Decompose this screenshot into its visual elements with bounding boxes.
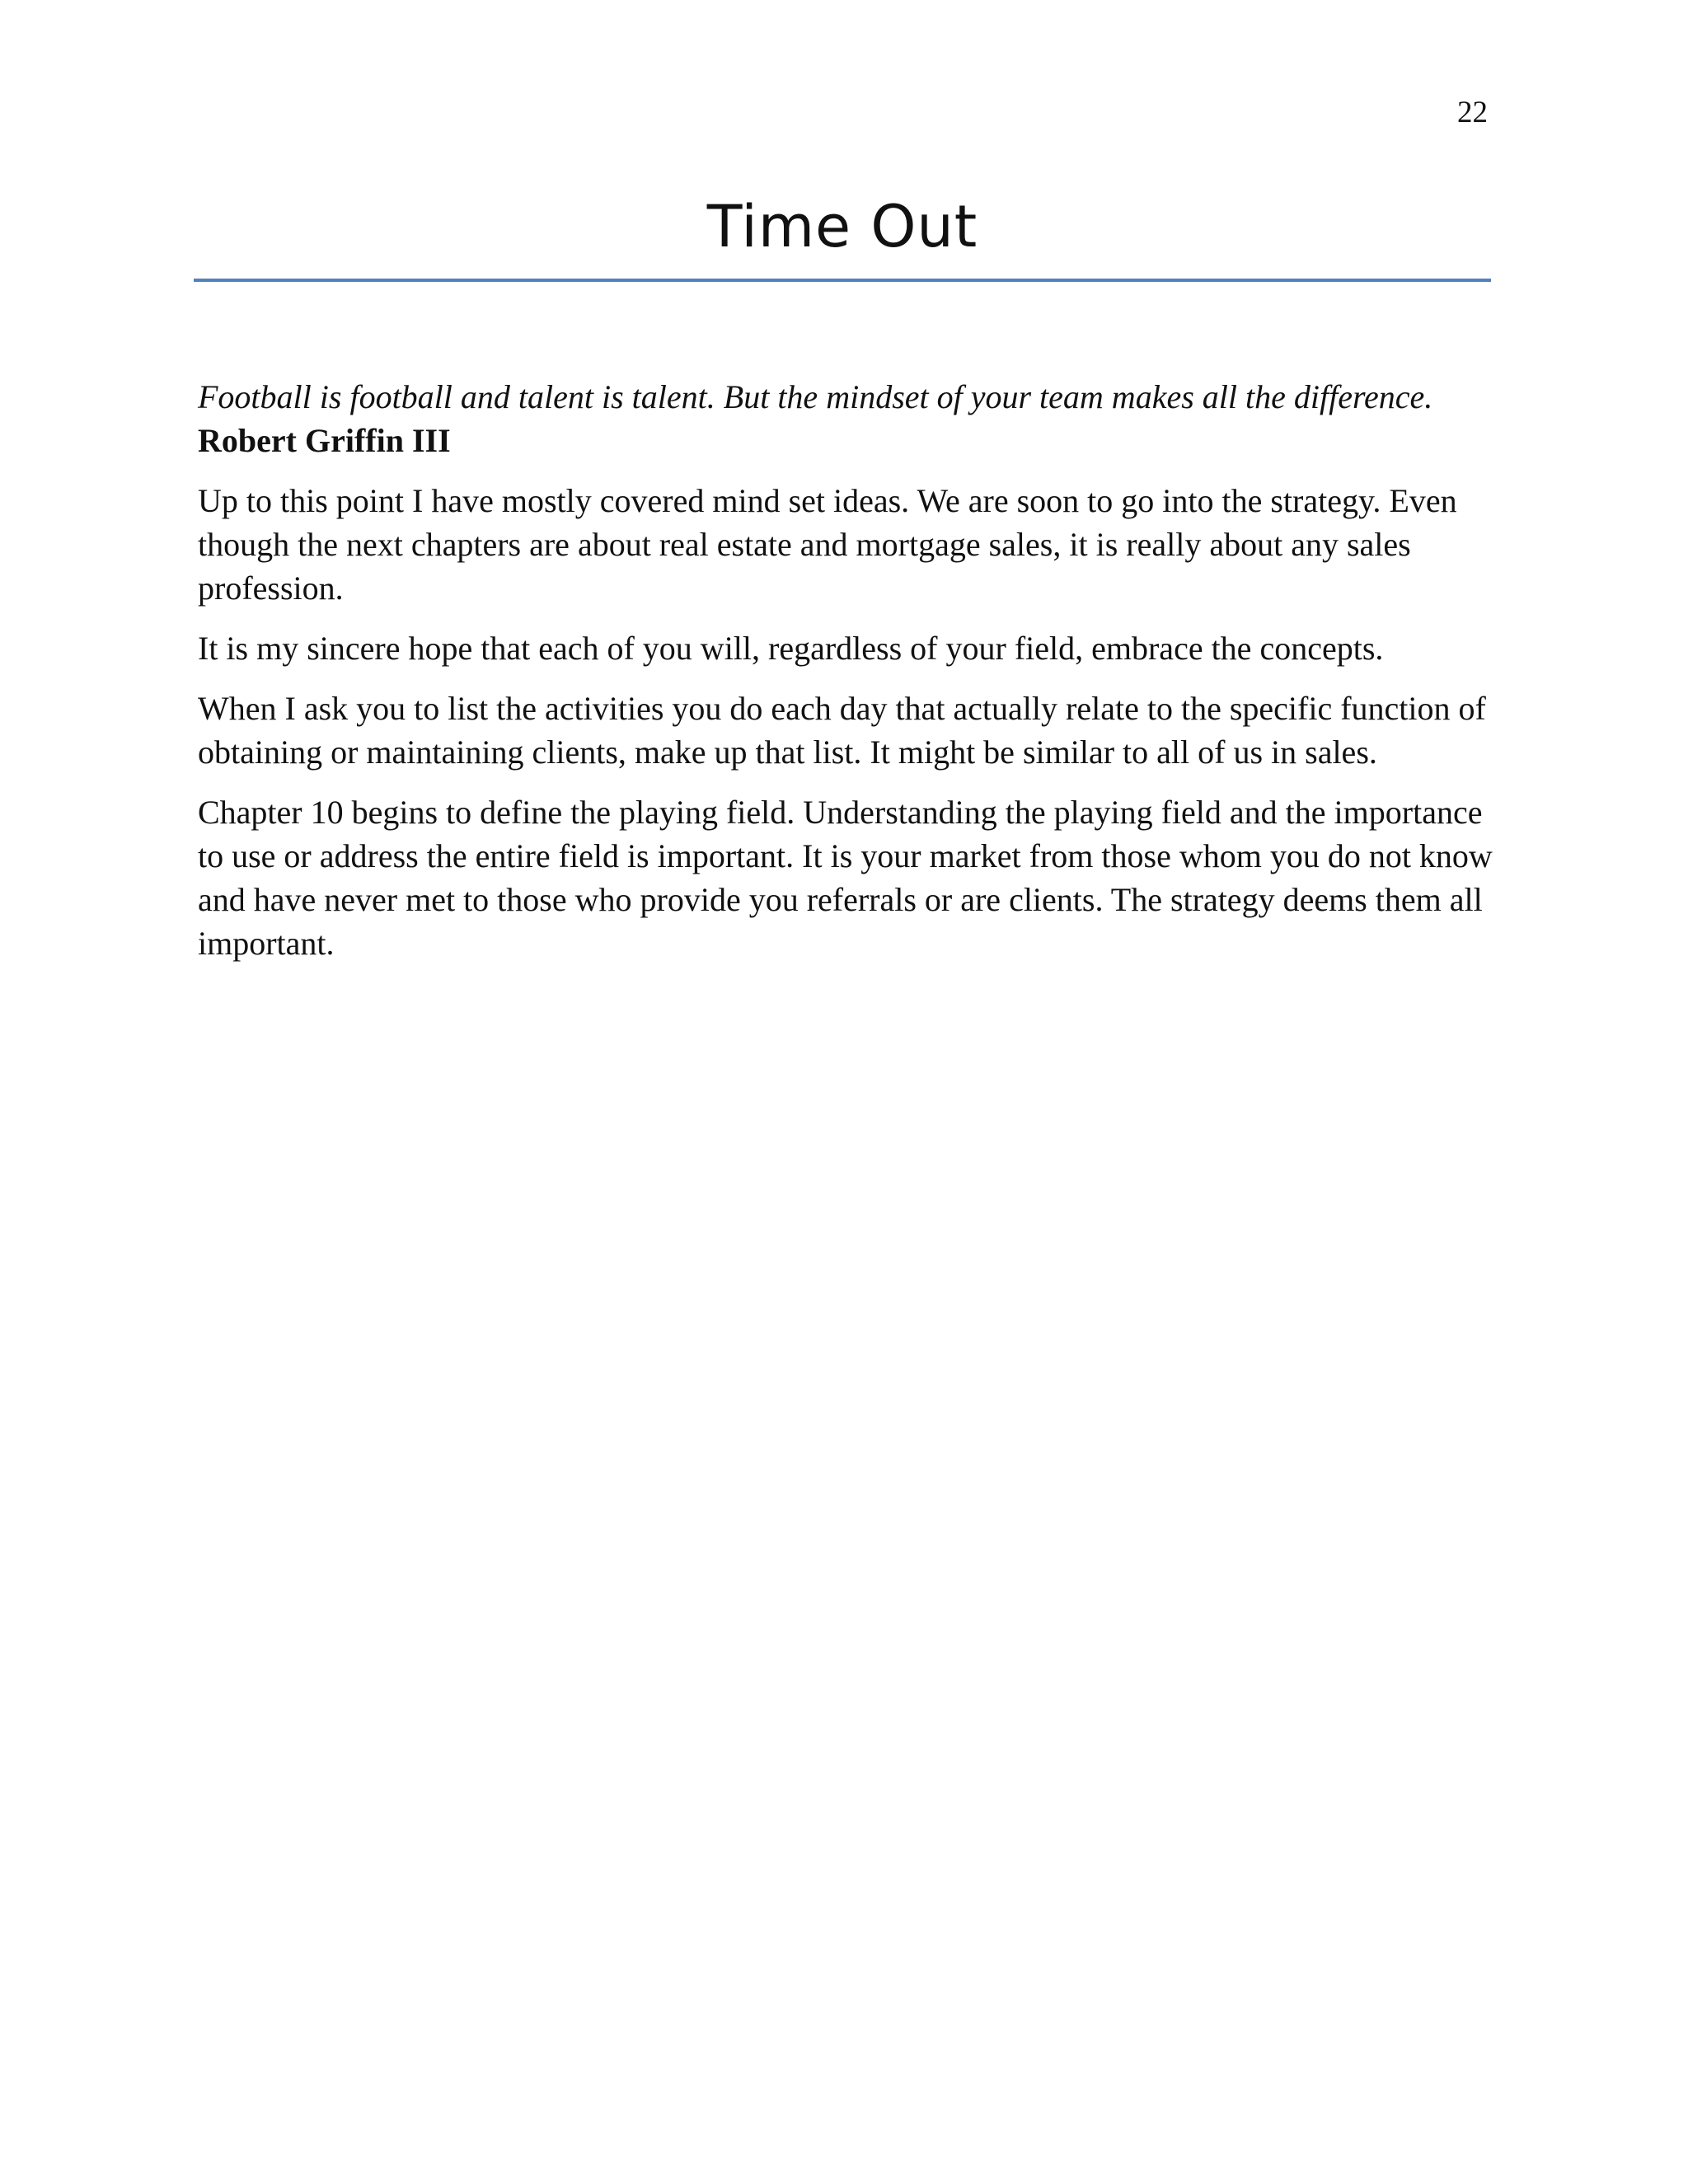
page-number: 22 bbox=[1457, 96, 1488, 129]
title-divider bbox=[194, 279, 1491, 282]
page-content bbox=[198, 375, 1500, 982]
body-paragraph: Chapter 10 begins to define the playing field. Understanding the playing field and the importance to use or address the entire field is important. It is your market from those whom you do not know and have never met to those who provide you referrals or are clients. The strategy deems them all important. bbox=[198, 794, 1493, 962]
epigraph-quote: Football is football and talent is talent. But the mindset of your team makes all the difference. bbox=[198, 378, 1433, 415]
epigraph-author: Robert Griffin III bbox=[198, 422, 451, 459]
chapter-title: Time Out bbox=[706, 193, 978, 260]
body-paragraph: Up to this point I have mostly covered mind set ideas. We are soon to go into the strategy. Even though the next chapters are about real estate and mortgage sales, it is really about any sales profession. bbox=[198, 482, 1457, 607]
body-paragraph: When I ask you to list the activities you do each day that actually relate to the specific function of obtaining or maintaining clients, make up that list. It might be similar to all of us in sales. bbox=[198, 690, 1486, 771]
body-paragraph: It is my sincere hope that each of you will, regardless of your field, embrace the concepts. bbox=[198, 630, 1384, 667]
